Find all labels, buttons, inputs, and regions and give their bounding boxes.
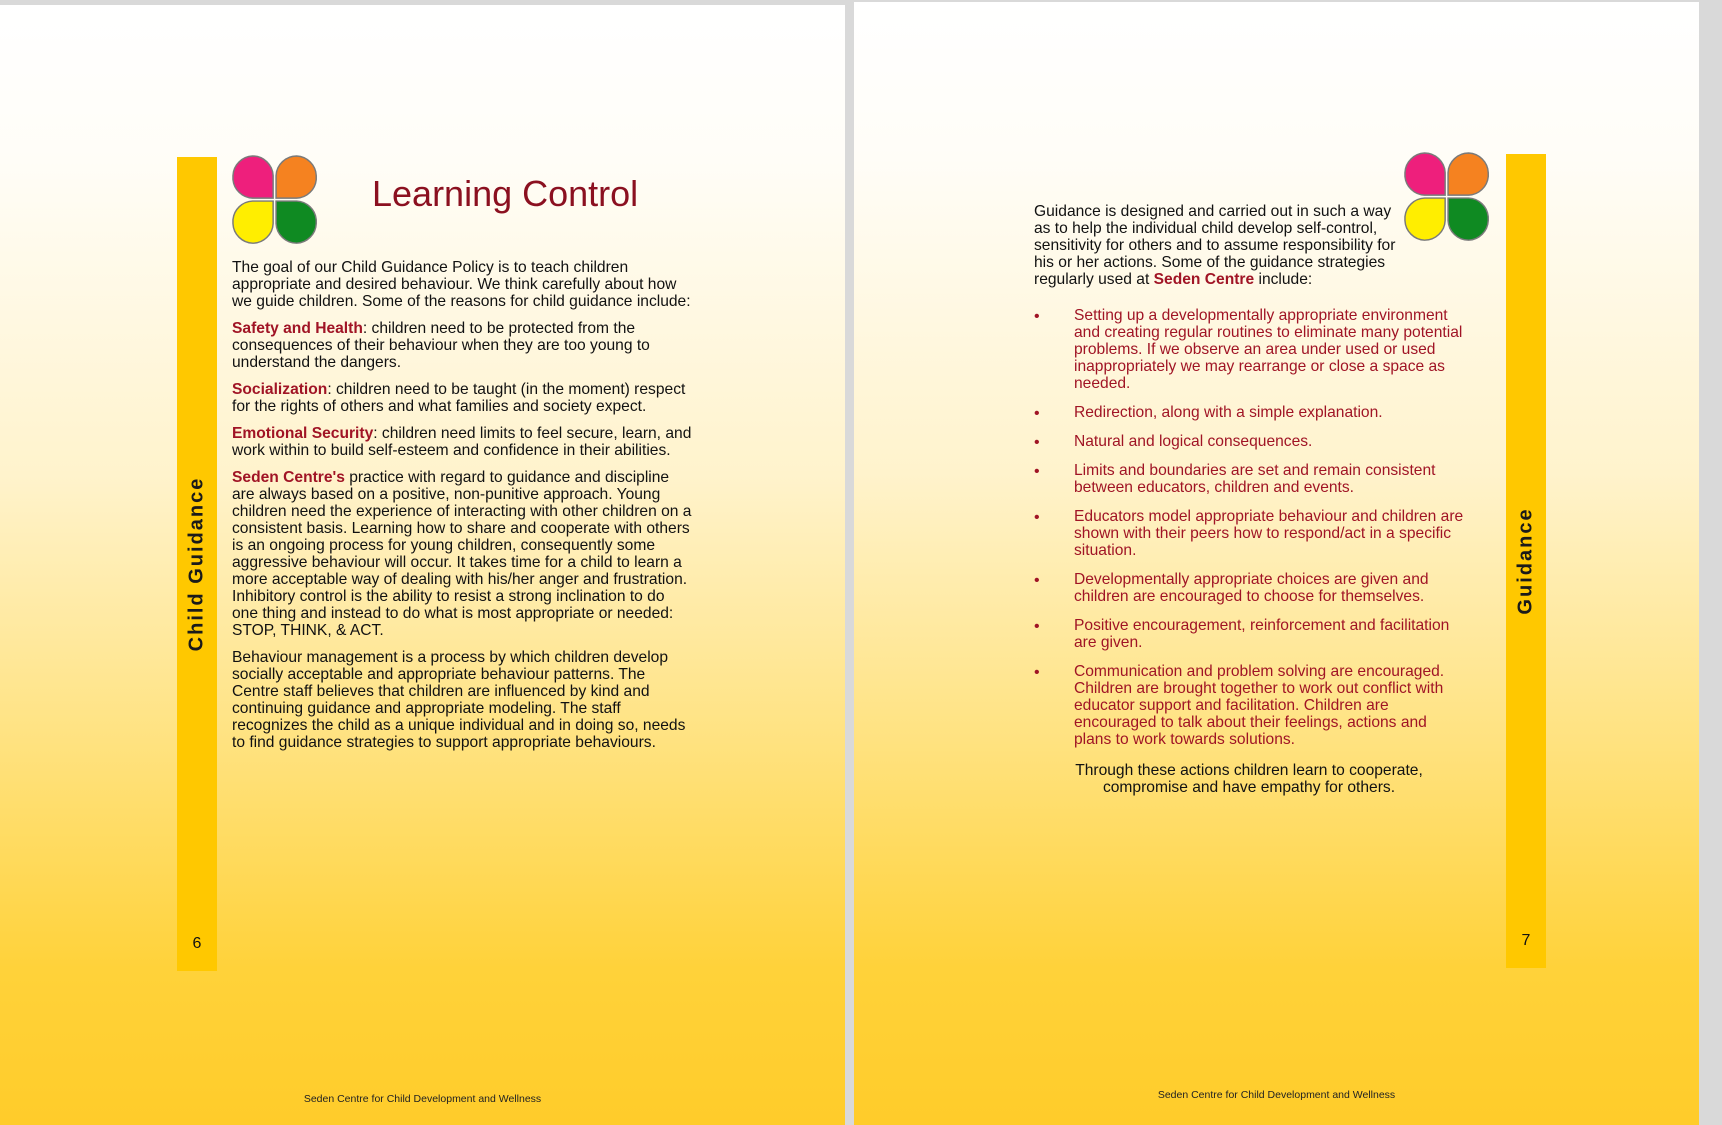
list-item [1034, 617, 1464, 651]
reason-text: : children need to be protected from the consequences of their behaviour when they are too young to understand the dangers. [232, 320, 650, 371]
list-item [1034, 307, 1464, 392]
reason-emotional [232, 425, 692, 459]
page-title: Learning Control [372, 173, 639, 214]
side-label: Guidance [1514, 507, 1537, 615]
strategies-list [1034, 307, 1464, 748]
list-item-text: Positive encouragement, reinforcement and facilitation are given. [1074, 617, 1450, 651]
page-number: 6 [192, 935, 202, 952]
reason-text: : children need limits to feel secure, learn, and work within to build self-esteem and confidence in their abilities. [232, 425, 692, 459]
practice-paragraph [232, 469, 692, 639]
intro-text: Guidance is designed and carried out in such a way as to help the individual child develop self-control, sensitivity for others and to assume responsibility for his or her actions. Some of the guidance strategies regularly used at [1034, 203, 1396, 288]
list-item [1034, 571, 1464, 605]
bullet-icon: • [1034, 308, 1040, 325]
reason-label: Emotional Security [232, 425, 374, 442]
flower-logo-icon [1402, 152, 1492, 242]
side-label: Child Guidance [185, 476, 208, 652]
side-bar [177, 157, 217, 971]
bullet-icon: • [1034, 434, 1040, 451]
intro-paragraph: The goal of our Child Guidance Policy is to teach children appropriate and desired behaviour. We think carefully about how we guide children. Some of the reasons for child guidance include: [232, 259, 691, 310]
intro-text-end: include: [1254, 271, 1313, 288]
list-item [1034, 462, 1464, 496]
list-item-text: Setting up a developmentally appropriate environment and creating regular routines to eliminate many potential problems. If we observe an area under used or used inappropriately we may rearrange or close a space as needed. [1074, 307, 1463, 392]
strategies-block [1034, 307, 1464, 796]
closing-paragraph: Through these actions children learn to cooperate, compromise and have empathy for others. [1075, 762, 1423, 796]
reason-label: Socialization [232, 381, 328, 398]
right-page [854, 2, 1699, 1125]
reason-safety [232, 320, 692, 371]
practice-text: practice with regard to guidance and discipline are always based on a positive, non-punitive approach. Young children need the experience of interacting with other children on a consistent basis. Learning how to share and cooperate with others is an ongoing process for young children, consequently some aggressive behaviour will occur. It takes time for a child to learn a more acceptable way of dealing with his/her anger and frustration. Inhibitory control is the ability to resist a strong inclination to do one thing and instead to do what is most appropriate or needed: STOP, THINK, & ACT. [232, 469, 692, 639]
left-body [232, 259, 692, 761]
list-item-text: Educators model appropriate behaviour and children are shown with their peers how to respond/act in a specific situation. [1074, 508, 1464, 559]
flower-logo-icon [230, 155, 320, 245]
bullet-icon: • [1034, 664, 1040, 681]
page-footer: Seden Centre for Child Development and Wellness [303, 1093, 542, 1105]
side-bar [1506, 154, 1546, 968]
reason-text: : children need to be taught (in the moment) respect for the rights of others and what families and society expect. [232, 381, 686, 415]
bullet-icon: • [1034, 463, 1040, 480]
list-item [1034, 663, 1464, 748]
list-item-text: Natural and logical consequences. [1074, 433, 1313, 450]
list-item [1034, 433, 1464, 450]
bullet-icon: • [1034, 618, 1040, 635]
behaviour-paragraph: Behaviour management is a process by which children develop socially acceptable and appropriate behaviour patterns. The Centre staff believes that children are influenced by kind and continuing guidance and appropriate modeling. The staff recognizes the child as a unique individual and in doing so, needs to find guidance strategies to support appropriate behaviours. [232, 649, 686, 751]
centre-name: Seden Centre's [232, 469, 345, 486]
list-item-text: Communication and problem solving are encouraged. Children are brought together to work out conflict with educator support and facilitation. Children are encouraged to talk about their feelings, actions and plans to work towards solutions. [1074, 663, 1445, 748]
list-item-text: Limits and boundaries are set and remain consistent between educators, children and events. [1074, 462, 1436, 496]
page-footer: Seden Centre for Child Development and Wellness [1157, 1089, 1396, 1101]
list-item-text: Redirection, along with a simple explanation. [1074, 404, 1383, 421]
intro-paragraph [1034, 203, 1399, 288]
left-page [0, 5, 845, 1125]
list-item [1034, 508, 1464, 559]
list-item [1034, 404, 1464, 421]
list-item-text: Developmentally appropriate choices are given and children are encouraged to choose for themselves. [1074, 571, 1429, 605]
page-number: 7 [1521, 932, 1531, 949]
bullet-icon: • [1034, 572, 1040, 589]
right-intro [1034, 203, 1399, 298]
bullet-icon: • [1034, 509, 1040, 526]
bullet-icon: • [1034, 405, 1040, 422]
centre-name: Seden Centre [1153, 271, 1255, 288]
reason-label: Safety and Health [232, 320, 363, 337]
reason-socialization [232, 381, 692, 415]
